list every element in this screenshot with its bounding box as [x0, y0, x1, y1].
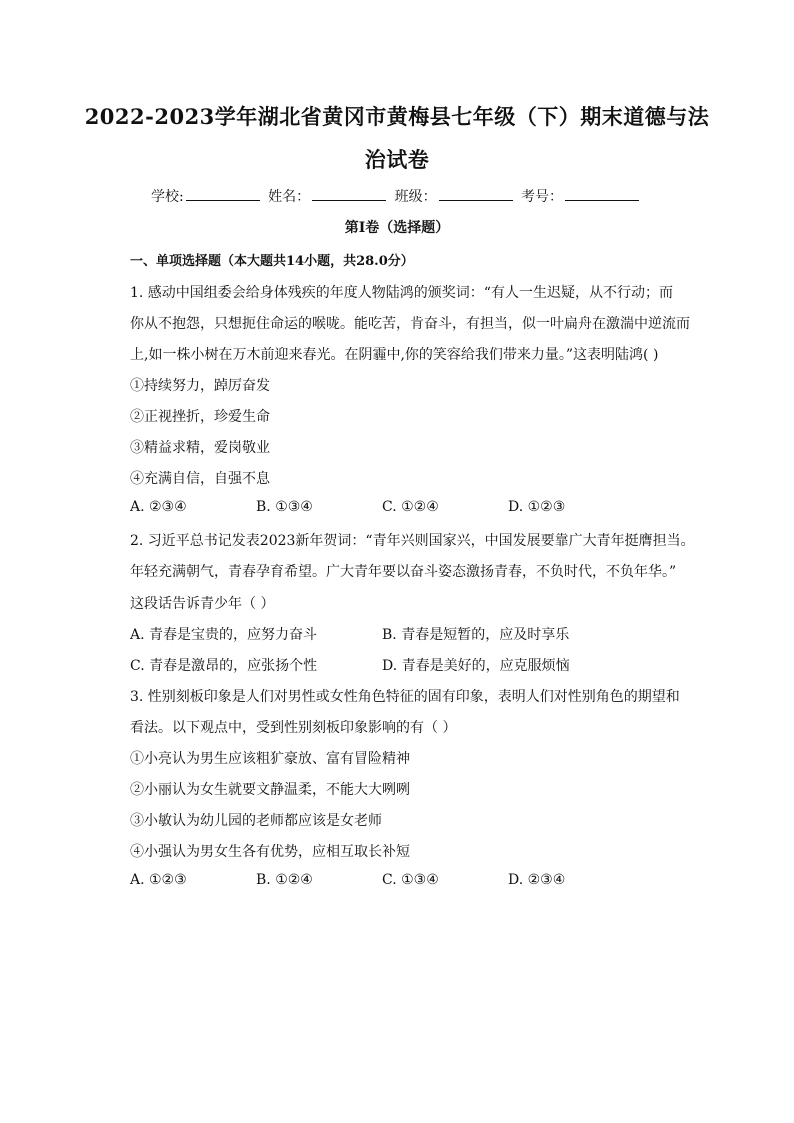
question-3-statement: ①小亮认为男生应该粗犷豪放、富有冒险精神 — [130, 751, 410, 767]
school-blank — [186, 188, 260, 201]
question-1-statement: ④充满自信，自强不息 — [130, 471, 270, 487]
question-1-line: 1. 感动中国组委会给身体残疾的年度人物陆鸿的颁奖词：“有人一生迟疑，从不行动；而 — [130, 285, 673, 301]
question-2-line: 年轻充满朝气，青春孕育希望。广大青年要以奋斗姿态激扬青春，不负时代，不负年华。” — [130, 564, 677, 580]
exam-number-blank — [565, 188, 639, 201]
class-label: 班级： — [394, 189, 437, 205]
school-label: 学校: — [150, 189, 184, 205]
question-3-options — [130, 872, 690, 892]
question-3-statement: ③小敏认为幼儿园的老师都应该是女老师 — [130, 813, 382, 829]
option-a[interactable]: A. ①②③ — [130, 872, 187, 888]
option-d[interactable]: D. ②③④ — [508, 872, 566, 888]
question-2-line: 这段话告诉青少年（ ） — [130, 596, 275, 612]
option-b[interactable]: B. ①②④ — [256, 872, 313, 888]
student-info-row — [0, 186, 794, 206]
class-blank — [439, 188, 513, 201]
question-1-options — [130, 499, 690, 519]
option-b[interactable]: B. ①③④ — [256, 499, 313, 515]
name-label: 姓名： — [268, 189, 311, 205]
question-2-line: 2. 习近平总书记发表2023新年贺词：“青年兴则国家兴，中国发展要靠广大青年挺膺担当。 — [130, 533, 695, 549]
question-3-line: 看法。以下观点中，受到性别刻板印象影响的有（ ） — [130, 720, 457, 736]
question-1-statement: ③精益求精，爱岗敬业 — [130, 440, 270, 456]
question-3-line: 3. 性别刻板印象是人们对男性或女性角色特征的固有印象，表明人们对性别角色的期望和 — [130, 689, 680, 705]
question-3-statement: ④小强认为男女生各有优势，应相互取长补短 — [130, 844, 410, 860]
question-2-options-row-2 — [130, 655, 690, 675]
option-a[interactable]: A. ②③④ — [130, 499, 187, 515]
option-d[interactable]: D. ①②③ — [508, 499, 566, 515]
option-c[interactable]: C. ①③④ — [382, 872, 439, 888]
option-a[interactable]: A. 青春是宝贵的，应努力奋斗 — [130, 627, 318, 643]
question-3-statement: ②小丽认为女生就要文静温柔，不能大大咧咧 — [130, 782, 410, 798]
option-c[interactable]: C. 青春是激昂的，应张扬个性 — [130, 658, 318, 674]
question-1-statement: ②正视挫折，珍爱生命 — [130, 409, 270, 425]
question-1-line: 上,如一株小树在万木前迎来春光。在阴霾中,你的笑容给我们带来力量。”这表明陆鸿( ) — [130, 347, 659, 363]
question-1-line: 你从不抱怨，只想扼住命运的喉咙。能吃苦，肯奋斗，有担当，似一叶扁舟在激湍中逆流而 — [130, 316, 690, 332]
option-b[interactable]: B. 青春是短暂的，应及时享乐 — [382, 627, 570, 643]
name-blank — [312, 188, 386, 201]
question-2-options-row-1 — [130, 624, 690, 644]
exam-number-label: 考号： — [521, 189, 564, 205]
exam-title-line-1: 2022-2023学年湖北省黄冈市黄梅县七年级（下）期末道德与法 — [84, 104, 710, 129]
question-1-statement: ①持续努力，踔厉奋发 — [130, 378, 270, 394]
section-heading: 一、单项选择题（本大题共14小题，共28.0分） — [130, 254, 414, 269]
option-d[interactable]: D. 青春是美好的，应克服烦恼 — [382, 658, 570, 674]
option-c[interactable]: C. ①②④ — [382, 499, 439, 515]
volume-heading: 第I卷（选择题） — [344, 220, 450, 236]
exam-title-line-2: 治试卷 — [364, 147, 430, 172]
